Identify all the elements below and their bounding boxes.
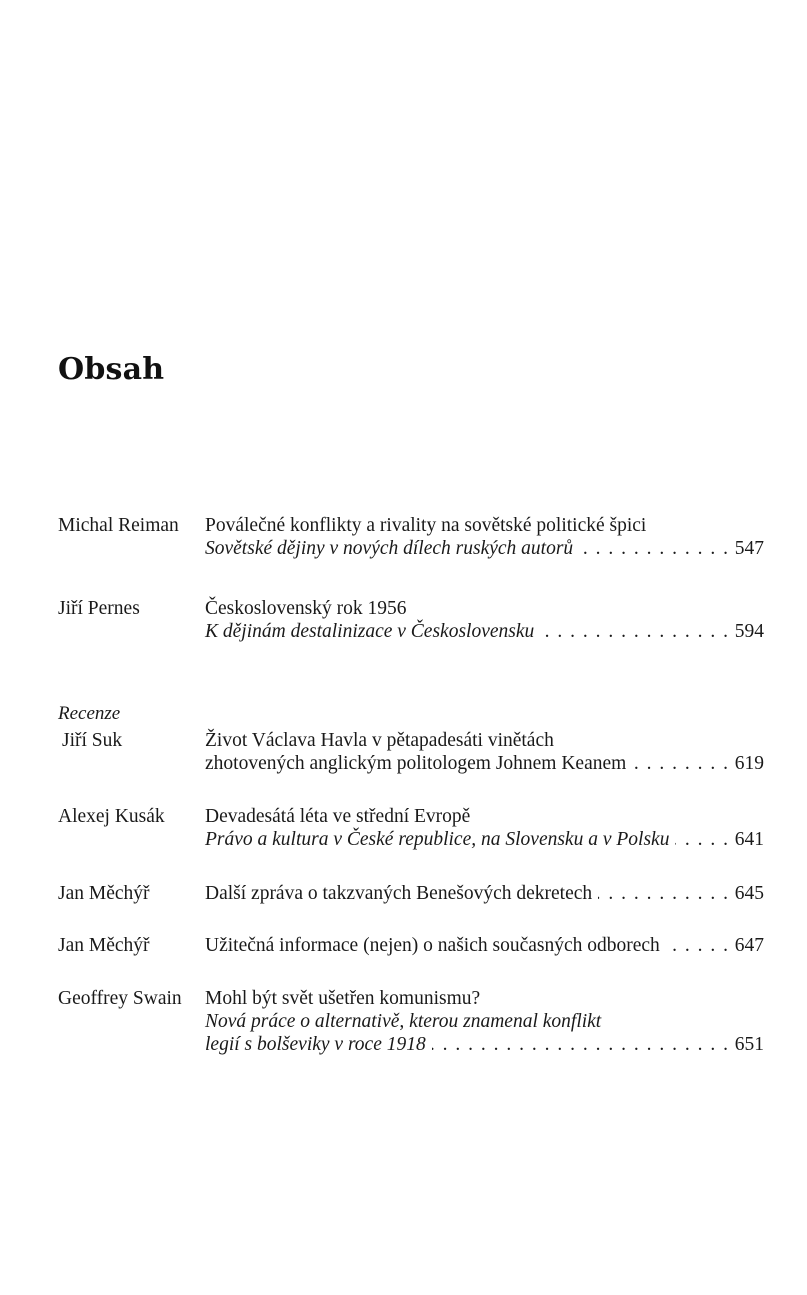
toc-leader-dots — [432, 1033, 728, 1056]
toc-author: Jan Měchýř — [58, 935, 150, 956]
toc-page-number: 594 — [734, 621, 764, 642]
toc-subtitle-line — [205, 1010, 764, 1033]
toc-leader-dots — [579, 537, 728, 560]
toc-title-line — [205, 805, 764, 828]
toc-subtitle: Právo a kultura v České republice, na Slovensku a v Polsku — [205, 829, 670, 850]
toc-page-number: 647 — [734, 935, 764, 956]
toc-subtitle-line — [205, 752, 764, 775]
toc-entry-body — [205, 729, 764, 775]
toc-title: Devadesátá léta ve střední Evropě — [205, 806, 471, 827]
toc-title-line — [205, 934, 764, 957]
toc-leader-dots — [675, 828, 728, 851]
toc-title: Mohl být svět ušetřen komunismu? — [205, 988, 481, 1009]
toc-author: Jan Měchýř — [58, 883, 150, 904]
toc-entry-body — [205, 987, 764, 1056]
toc-page-number: 645 — [734, 883, 764, 904]
toc-entry-body — [205, 882, 764, 905]
toc-leader-dots — [598, 882, 728, 905]
toc-author: Michal Reiman — [58, 515, 179, 536]
toc-title: Československý rok 1956 — [205, 598, 407, 619]
toc-page-number: 641 — [734, 829, 764, 850]
toc-subtitle-line — [205, 620, 764, 643]
toc-title-line — [205, 514, 764, 537]
toc-subtitle: Nová práce o alternativě, kterou znamenal konflikt — [205, 1011, 602, 1032]
toc-title: Poválečné konflikty a rivality na sovětské politické špici — [205, 515, 647, 536]
toc-entry-body — [205, 514, 764, 560]
toc-title: Užitečná informace (nejen) o našich současných odborech — [205, 935, 660, 956]
toc-title: Další zpráva o takzvaných Benešových dekretech — [205, 883, 593, 904]
toc-subtitle: zhotovených anglickým politologem Johnem Keanem — [205, 753, 627, 774]
section-label-recenze: Recenze — [58, 703, 121, 724]
toc-leader-dots — [540, 620, 728, 643]
toc-page-number: 547 — [734, 538, 764, 559]
page-title: Obsah — [58, 352, 165, 387]
toc-author: Geoffrey Swain — [58, 988, 182, 1009]
toc-title-line — [205, 882, 764, 905]
toc-entry-body — [205, 805, 764, 851]
toc-author: Jiří Suk — [62, 730, 123, 751]
toc-subtitle: K dějinám destalinizace v Československu — [205, 621, 535, 642]
toc-subtitle-line — [205, 537, 764, 560]
toc-author: Alexej Kusák — [58, 806, 165, 827]
toc-title: Život Václava Havla v pětapadesáti vinětách — [205, 730, 554, 751]
toc-page-number: 651 — [734, 1034, 764, 1055]
toc-subtitle: Sovětské dějiny v nových dílech ruských autorů — [205, 538, 574, 559]
toc-author: Jiří Pernes — [58, 598, 140, 619]
toc-page-number: 619 — [734, 753, 764, 774]
toc-entry-body — [205, 597, 764, 643]
toc-subtitle-line — [205, 1033, 764, 1056]
toc-leader-dots — [666, 934, 728, 957]
toc-subtitle: legií s bolševiky v roce 1918 — [205, 1034, 426, 1055]
toc-leader-dots — [632, 752, 728, 775]
toc-title-line — [205, 729, 764, 752]
toc-title-line — [205, 987, 764, 1010]
toc-entry-body — [205, 934, 764, 957]
toc-title-line — [205, 597, 764, 620]
toc-subtitle-line — [205, 828, 764, 851]
